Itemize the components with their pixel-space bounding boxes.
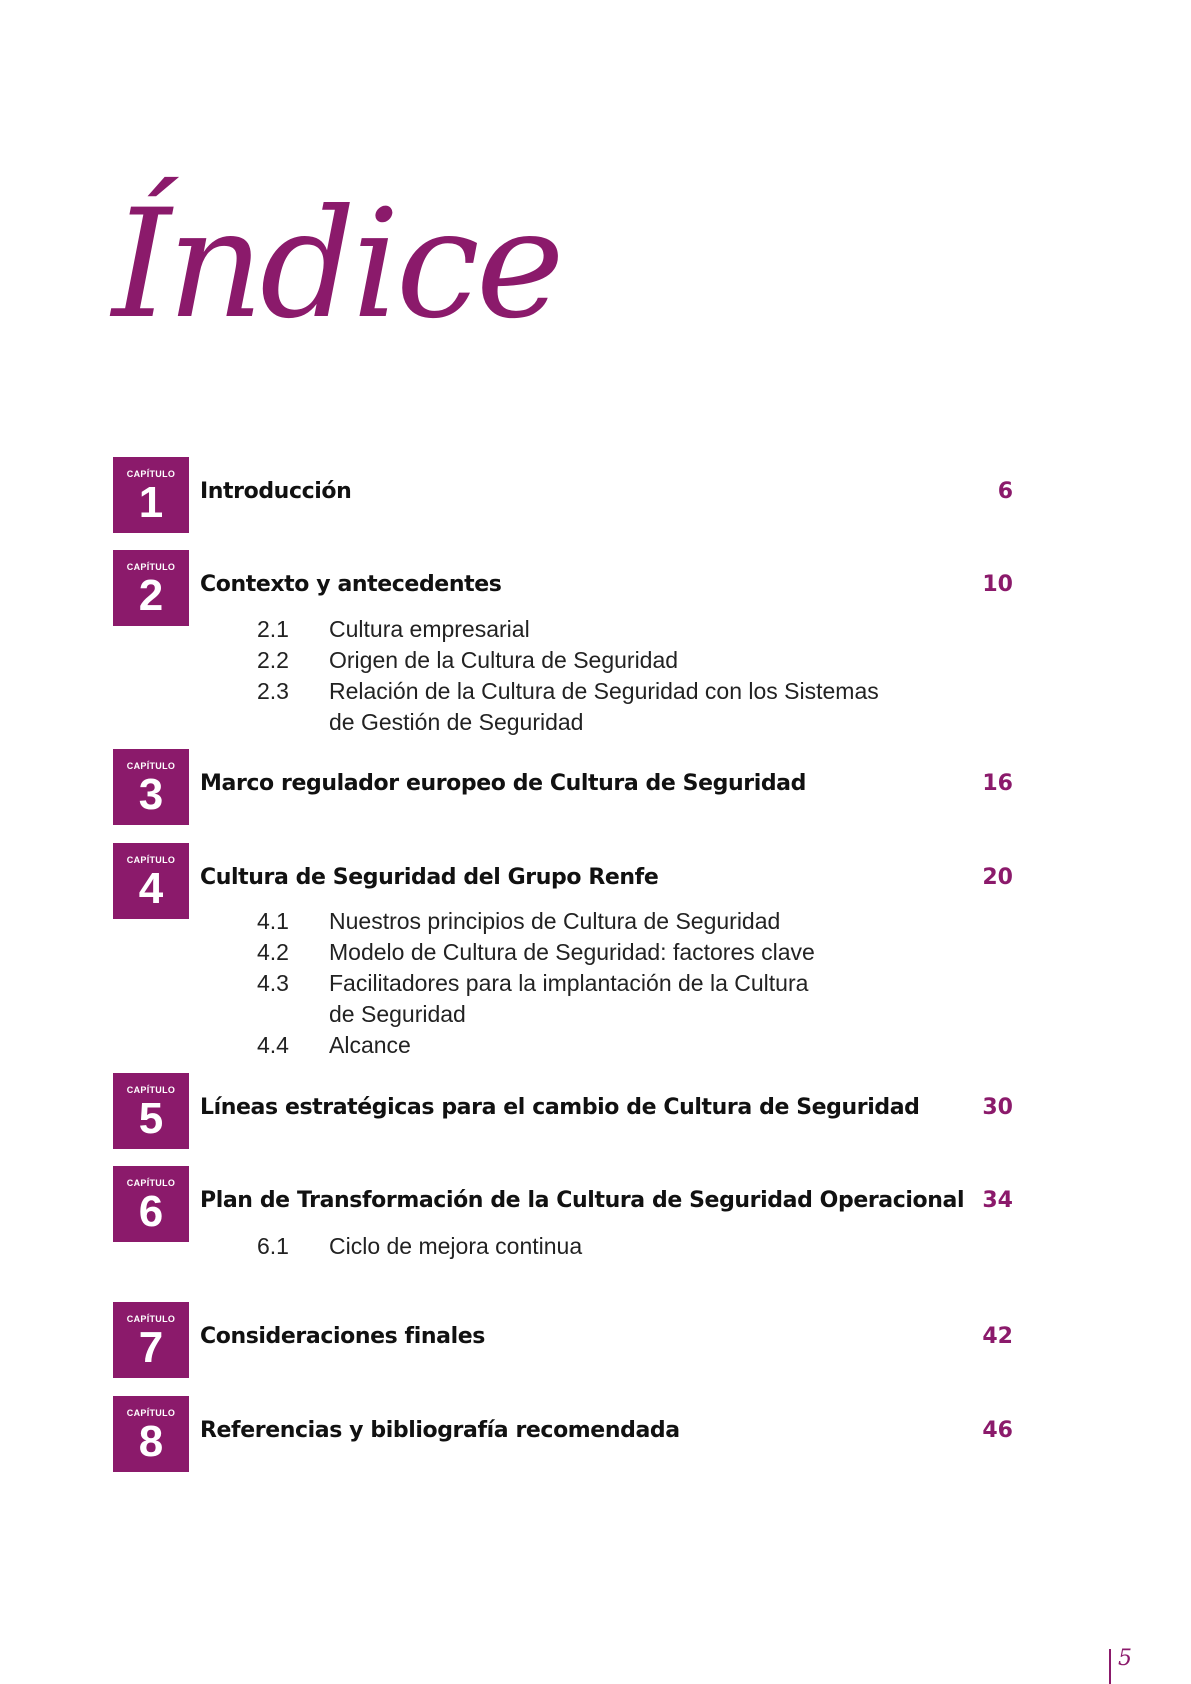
toc-chapter[interactable] (113, 457, 1013, 533)
chapter-badge (113, 1396, 189, 1472)
toc-subsection[interactable] (257, 1030, 957, 1062)
chapter-badge (113, 843, 189, 919)
chapter-page-number: 42 (982, 1324, 1013, 1349)
chapter-badge-label: CAPÍTULO (126, 1085, 176, 1095)
chapter-title[interactable]: Consideraciones finales (200, 1324, 485, 1349)
chapter-badge (113, 1302, 189, 1378)
subsection-number: 6.1 (257, 1233, 289, 1259)
chapter-badge-label: CAPÍTULO (126, 1408, 176, 1418)
chapter-badge-number: 1 (138, 478, 164, 527)
toc-subsection[interactable] (257, 676, 957, 708)
page-number: 5 (1118, 1646, 1132, 1671)
chapter-badge-label: CAPÍTULO (126, 562, 176, 572)
chapter-badge-label: CAPÍTULO (126, 1314, 176, 1324)
chapter-title[interactable]: Referencias y bibliografía recomendada (200, 1418, 680, 1443)
subsection-title[interactable]: Cultura empresarial (329, 616, 530, 642)
chapter-title[interactable]: Introducción (200, 479, 352, 504)
subsection-number: 2.2 (257, 647, 289, 673)
chapter-badge-label: CAPÍTULO (126, 855, 176, 865)
subsection-title-continuation[interactable]: de Seguridad (329, 1001, 466, 1027)
subsection-title[interactable]: Facilitadores para la implantación de la Cultura (329, 970, 809, 996)
chapter-page-number: 16 (982, 771, 1013, 796)
chapter-page-number: 46 (982, 1418, 1013, 1443)
chapter-badge-label: CAPÍTULO (126, 469, 176, 479)
chapter-badge-number: 7 (138, 1323, 164, 1372)
toc-chapter[interactable] (113, 1396, 1013, 1472)
chapter-page-number: 30 (982, 1095, 1013, 1120)
chapter-title[interactable]: Líneas estratégicas para el cambio de Cultura de Seguridad (200, 1095, 920, 1120)
toc-subsection-continuation[interactable] (257, 707, 957, 739)
toc-subsection[interactable] (257, 645, 957, 677)
subsection-title[interactable]: Alcance (329, 1032, 411, 1058)
chapter-title[interactable]: Contexto y antecedentes (200, 572, 502, 597)
chapter-badge (113, 457, 189, 533)
chapter-badge-number: 3 (138, 770, 164, 819)
chapter-badge (113, 1166, 189, 1242)
chapter-badge (113, 749, 189, 825)
toc-subsection[interactable] (257, 614, 957, 646)
chapter-badge-number: 5 (138, 1094, 164, 1143)
chapter-badge-label: CAPÍTULO (126, 761, 176, 771)
chapter-page-number: 34 (982, 1188, 1013, 1213)
subsection-title-continuation[interactable]: de Gestión de Seguridad (329, 709, 584, 735)
subsection-title[interactable]: Ciclo de mejora continua (329, 1233, 583, 1259)
subsection-number: 4.4 (257, 1032, 289, 1058)
subsection-title[interactable]: Modelo de Cultura de Seguridad: factores clave (329, 939, 815, 965)
chapter-badge (113, 550, 189, 626)
page-number-rule (1109, 1649, 1111, 1684)
subsection-title[interactable]: Origen de la Cultura de Seguridad (329, 647, 679, 673)
chapter-badge (113, 1073, 189, 1149)
chapter-title[interactable]: Plan de Transformación de la Cultura de Seguridad Operacional (200, 1188, 965, 1213)
chapter-badge-number: 8 (138, 1417, 164, 1466)
chapter-badge-number: 2 (138, 571, 164, 620)
toc-chapter[interactable] (113, 1073, 1013, 1149)
toc-subsection[interactable] (257, 906, 957, 938)
chapter-page-number: 20 (982, 865, 1013, 890)
toc-chapter[interactable] (113, 1302, 1013, 1378)
toc-subsection-continuation[interactable] (257, 999, 957, 1031)
chapter-page-number: 6 (997, 479, 1013, 504)
subsection-number: 4.2 (257, 939, 289, 965)
toc-subsection[interactable] (257, 937, 957, 969)
subsection-number: 4.1 (257, 908, 289, 934)
subsection-title[interactable]: Nuestros principios de Cultura de Seguridad (329, 908, 781, 934)
page-title: Índice (112, 178, 561, 352)
subsection-number: 2.3 (257, 678, 289, 704)
chapter-badge-number: 4 (138, 864, 164, 913)
toc-subsection[interactable] (257, 1231, 957, 1263)
chapter-title[interactable]: Cultura de Seguridad del Grupo Renfe (200, 865, 659, 890)
toc-subsection[interactable] (257, 968, 957, 1000)
subsection-number: 4.3 (257, 970, 289, 996)
chapter-title[interactable]: Marco regulador europeo de Cultura de Seguridad (200, 771, 806, 796)
chapter-page-number: 10 (982, 572, 1013, 597)
subsection-number: 2.1 (257, 616, 289, 642)
chapter-badge-label: CAPÍTULO (126, 1178, 176, 1188)
subsection-title[interactable]: Relación de la Cultura de Seguridad con los Sistemas (329, 678, 879, 704)
toc-chapter[interactable] (113, 749, 1013, 825)
chapter-badge-number: 6 (138, 1187, 164, 1236)
